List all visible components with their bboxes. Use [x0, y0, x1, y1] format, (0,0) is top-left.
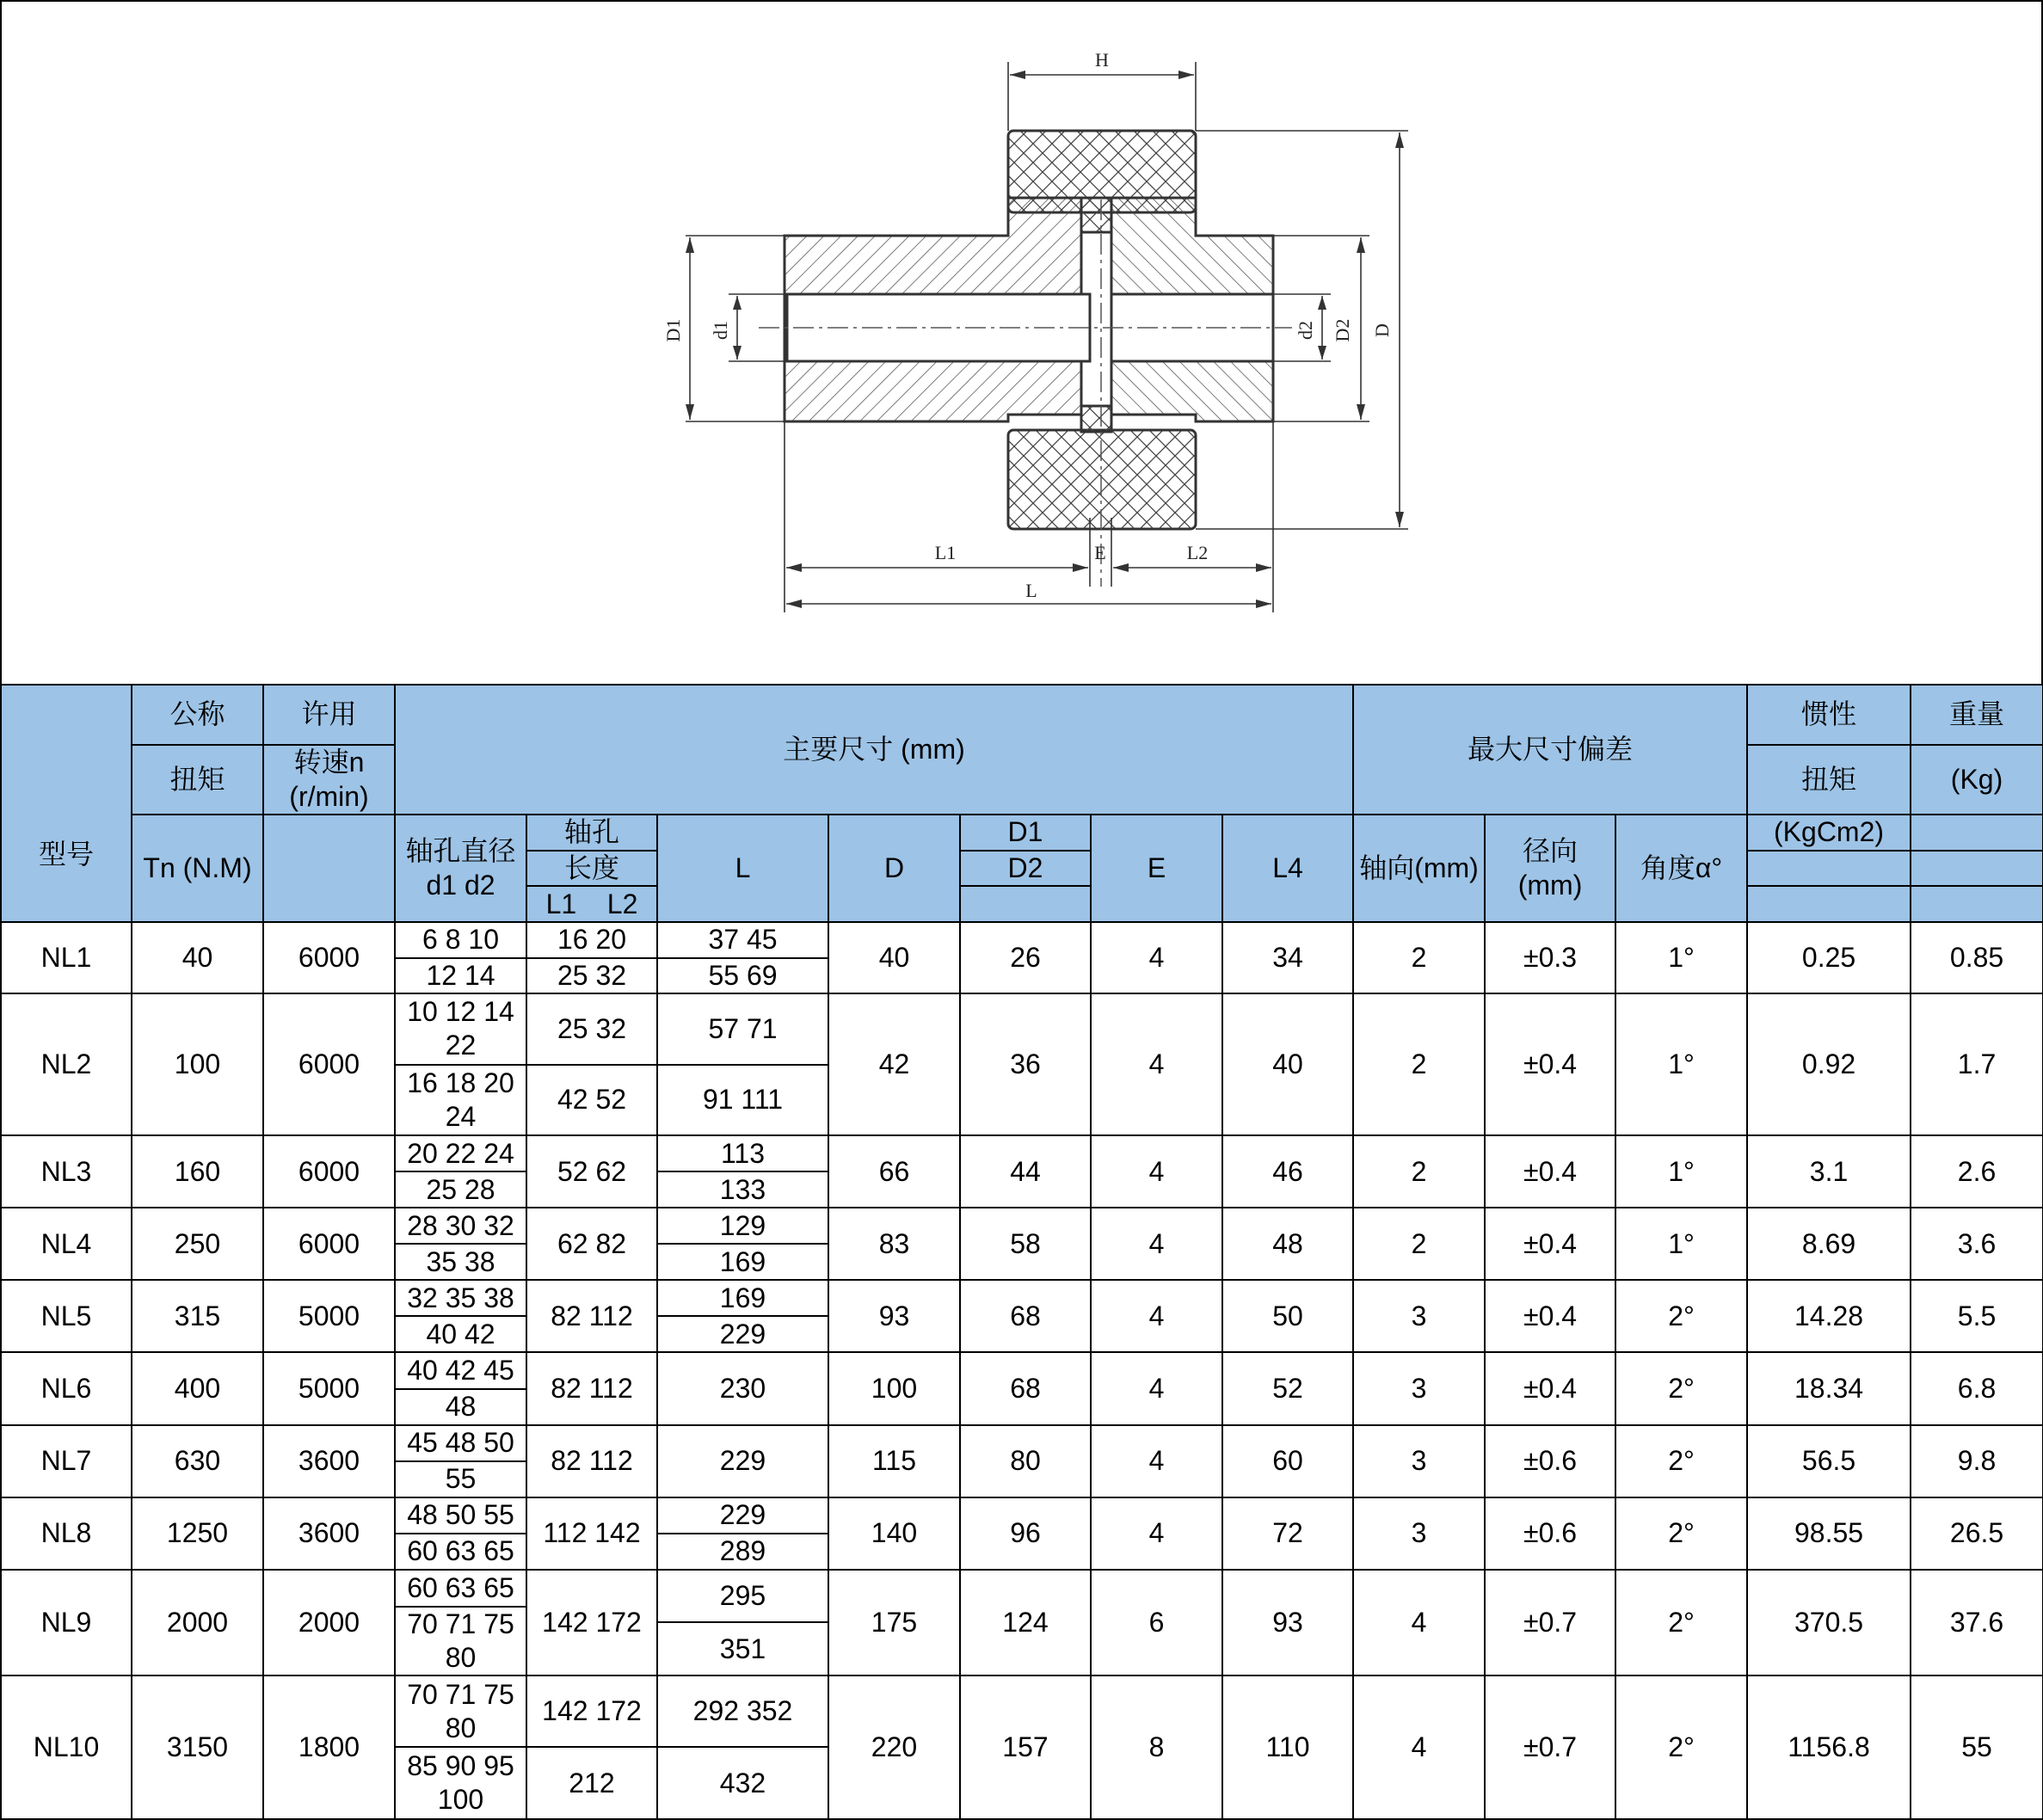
- header-E: E: [1091, 815, 1222, 922]
- cell-axial: 2: [1353, 922, 1485, 993]
- cell-weight: 26.5: [1911, 1497, 2043, 1570]
- cell-D: 93: [828, 1280, 960, 1352]
- header-axial: 轴向(mm): [1353, 815, 1485, 922]
- cell-torque: 100: [132, 993, 263, 1135]
- header-max-dev: 最大尺寸偏差: [1353, 685, 1747, 815]
- cell-E: 8: [1091, 1676, 1222, 1819]
- cell-L4: 40: [1222, 993, 1353, 1135]
- cell-inertia: 18.34: [1747, 1352, 1911, 1424]
- cell-angle: 1°: [1615, 922, 1747, 993]
- cell-D: 100: [828, 1352, 960, 1424]
- cell-model: NL9: [1, 1570, 132, 1676]
- cell-bore-len: 52 62: [526, 1135, 657, 1208]
- cell-D1: 26: [960, 922, 1091, 993]
- header-L: L: [657, 815, 828, 922]
- cell-D: 220: [828, 1676, 960, 1819]
- cell-bore: 70 71 75 80 85 90 95 100: [395, 1676, 526, 1819]
- cell-speed: 3600: [263, 1497, 395, 1570]
- dim-label-d1: d1: [710, 321, 731, 340]
- cell-bore: 32 35 38 40 42: [395, 1280, 526, 1352]
- cell-radial: ±0.4: [1485, 1352, 1615, 1424]
- cell-L4: 52: [1222, 1352, 1353, 1424]
- cell-L: 37 45 55 69: [657, 922, 828, 993]
- cell-L: 113 133: [657, 1135, 828, 1208]
- cell-D1: 36: [960, 993, 1091, 1135]
- cell-torque: 160: [132, 1135, 263, 1208]
- coupling-cross-section: [2, 2, 2043, 686]
- cell-axial: 2: [1353, 1208, 1485, 1280]
- header-angle: 角度α°: [1615, 815, 1747, 922]
- cell-inertia: 1156.8: [1747, 1676, 1911, 1819]
- cell-torque: 630: [132, 1425, 263, 1497]
- cell-bore-len: 62 82: [526, 1208, 657, 1280]
- cell-radial: ±0.4: [1485, 1280, 1615, 1352]
- cell-weight: 55: [1911, 1676, 2043, 1819]
- table-row: [1, 1570, 2043, 1676]
- cell-inertia: 14.28: [1747, 1280, 1911, 1352]
- cell-bore-len: 142 172 212: [526, 1676, 657, 1819]
- header-torque-unit: Tn (N.M): [132, 815, 263, 922]
- cell-weight: 2.6: [1911, 1135, 2043, 1208]
- cell-bore: 48 50 55 60 63 65: [395, 1497, 526, 1570]
- cell-inertia: 0.25: [1747, 922, 1911, 993]
- header-L4: L4: [1222, 815, 1353, 922]
- cell-bore: 28 30 32 35 38: [395, 1208, 526, 1280]
- header-inertia-unit: (KgCm2): [1747, 815, 1911, 922]
- cell-model: NL3: [1, 1135, 132, 1208]
- coupling-drawing: [0, 0, 2043, 684]
- cell-L: 229 289: [657, 1497, 828, 1570]
- cell-L: 169 229: [657, 1280, 828, 1352]
- cell-E: 4: [1091, 1280, 1222, 1352]
- cell-L: 57 71 91 111: [657, 993, 828, 1135]
- table-row: [1, 1497, 2043, 1570]
- cell-angle: 1°: [1615, 1135, 1747, 1208]
- cell-bore: 40 42 45 48: [395, 1352, 526, 1424]
- dim-label-L2: L2: [1186, 542, 1209, 563]
- header-weight-unit: (Kg): [1911, 745, 2043, 815]
- header-weight-blank: [1911, 815, 2043, 922]
- cell-D: 83: [828, 1208, 960, 1280]
- cell-inertia: 56.5: [1747, 1425, 1911, 1497]
- cell-L: 230: [657, 1352, 828, 1424]
- cell-D1: 44: [960, 1135, 1091, 1208]
- cell-L4: 50: [1222, 1280, 1353, 1352]
- cell-radial: ±0.4: [1485, 1135, 1615, 1208]
- cell-weight: 3.6: [1911, 1208, 2043, 1280]
- cell-speed: 1800: [263, 1676, 395, 1819]
- cell-E: 4: [1091, 1497, 1222, 1570]
- cell-weight: 0.85: [1911, 922, 2043, 993]
- header-torque-top: 公称: [132, 685, 263, 745]
- cell-angle: 1°: [1615, 1208, 1747, 1280]
- cell-axial: 3: [1353, 1352, 1485, 1424]
- cell-D1: 157: [960, 1676, 1091, 1819]
- cell-speed: 5000: [263, 1280, 395, 1352]
- cell-axial: 2: [1353, 1135, 1485, 1208]
- cell-model: NL7: [1, 1425, 132, 1497]
- cell-speed: 3600: [263, 1425, 395, 1497]
- cell-axial: 3: [1353, 1497, 1485, 1570]
- cell-D: 175: [828, 1570, 960, 1676]
- cell-model: NL2: [1, 993, 132, 1135]
- dim-label-D: D: [1371, 323, 1393, 337]
- cell-inertia: 0.92: [1747, 993, 1911, 1135]
- cell-angle: 2°: [1615, 1280, 1747, 1352]
- header-inertia-mid: 扭矩: [1747, 745, 1911, 815]
- cell-weight: 5.5: [1911, 1280, 2043, 1352]
- table-row: [1, 1425, 2043, 1497]
- cell-torque: 400: [132, 1352, 263, 1424]
- cell-L4: 34: [1222, 922, 1353, 993]
- cell-inertia: 8.69: [1747, 1208, 1911, 1280]
- cell-D: 42: [828, 993, 960, 1135]
- cell-L4: 46: [1222, 1135, 1353, 1208]
- cell-speed: 6000: [263, 1208, 395, 1280]
- cell-angle: 2°: [1615, 1570, 1747, 1676]
- cell-bore: 20 22 24 25 28: [395, 1135, 526, 1208]
- cell-L: 292 352 432: [657, 1676, 828, 1819]
- cell-bore-len: 82 112: [526, 1280, 657, 1352]
- cell-model: NL10: [1, 1676, 132, 1819]
- dim-label-E: E: [1094, 542, 1106, 563]
- cell-L: 229: [657, 1425, 828, 1497]
- cell-model: NL8: [1, 1497, 132, 1570]
- cell-angle: 2°: [1615, 1497, 1747, 1570]
- cell-speed: 6000: [263, 1135, 395, 1208]
- cell-L: 129 169: [657, 1208, 828, 1280]
- cell-angle: 2°: [1615, 1425, 1747, 1497]
- table-row: [1, 922, 2043, 993]
- table-row: [1, 1135, 2043, 1208]
- dim-label-D2: D2: [1332, 318, 1353, 342]
- dim-label-H: H: [1095, 49, 1109, 71]
- cell-speed: 6000: [263, 922, 395, 993]
- cell-torque: 1250: [132, 1497, 263, 1570]
- cell-E: 4: [1091, 1208, 1222, 1280]
- header-D: D: [828, 815, 960, 922]
- cell-model: NL6: [1, 1352, 132, 1424]
- cell-bore-len: 16 20 25 32: [526, 922, 657, 993]
- dim-label-L1: L1: [934, 542, 957, 563]
- cell-axial: 2: [1353, 993, 1485, 1135]
- cell-bore: 45 48 50 55: [395, 1425, 526, 1497]
- cell-model: NL1: [1, 922, 132, 993]
- cell-radial: ±0.6: [1485, 1425, 1615, 1497]
- cell-torque: 3150: [132, 1676, 263, 1819]
- cell-axial: 4: [1353, 1570, 1485, 1676]
- cell-model: NL5: [1, 1280, 132, 1352]
- cell-weight: 1.7: [1911, 993, 2043, 1135]
- cell-radial: ±0.6: [1485, 1497, 1615, 1570]
- cell-D1: 96: [960, 1497, 1091, 1570]
- cell-E: 4: [1091, 922, 1222, 993]
- table-row: [1, 1352, 2043, 1424]
- table-row: [1, 993, 2043, 1135]
- cell-axial: 3: [1353, 1280, 1485, 1352]
- table-row: [1, 1208, 2043, 1280]
- cell-radial: ±0.4: [1485, 1208, 1615, 1280]
- cell-E: 4: [1091, 1425, 1222, 1497]
- dim-label-L: L: [1025, 580, 1037, 601]
- spec-body: [1, 922, 2043, 1819]
- dim-label-D1: D1: [662, 318, 684, 342]
- cell-speed: 5000: [263, 1352, 395, 1424]
- cell-bore: 10 12 14 22 16 18 20 24: [395, 993, 526, 1135]
- cell-torque: 2000: [132, 1570, 263, 1676]
- cell-L: 295 351: [657, 1570, 828, 1676]
- cell-bore-len: 142 172: [526, 1570, 657, 1676]
- cell-radial: ±0.3: [1485, 922, 1615, 993]
- cell-E: 6: [1091, 1570, 1222, 1676]
- header-speed-mid: 转速n (r/min): [263, 745, 395, 815]
- cell-bore-len: 82 112: [526, 1352, 657, 1424]
- cell-torque: 250: [132, 1208, 263, 1280]
- cell-inertia: 3.1: [1747, 1135, 1911, 1208]
- cell-bore-len: 82 112: [526, 1425, 657, 1497]
- cell-radial: ±0.7: [1485, 1676, 1615, 1819]
- header-speed-top: 许用: [263, 685, 395, 745]
- cell-torque: 40: [132, 922, 263, 993]
- cell-speed: 2000: [263, 1570, 395, 1676]
- cell-radial: ±0.4: [1485, 993, 1615, 1135]
- header-main-dims: 主要尺寸 (mm): [395, 685, 1353, 815]
- cell-model: NL4: [1, 1208, 132, 1280]
- cell-angle: 2°: [1615, 1676, 1747, 1819]
- cell-weight: 6.8: [1911, 1352, 2043, 1424]
- cell-radial: ±0.7: [1485, 1570, 1615, 1676]
- cell-bore: 6 8 10 12 14: [395, 922, 526, 993]
- cell-torque: 315: [132, 1280, 263, 1352]
- cell-E: 4: [1091, 1135, 1222, 1208]
- cell-D1: 58: [960, 1208, 1091, 1280]
- header-model: 型号: [1, 685, 132, 922]
- cell-E: 4: [1091, 1352, 1222, 1424]
- cell-bore: 60 63 65 70 71 75 80: [395, 1570, 526, 1676]
- cell-D1: 124: [960, 1570, 1091, 1676]
- cell-E: 4: [1091, 993, 1222, 1135]
- cell-speed: 6000: [263, 993, 395, 1135]
- cell-L4: 48: [1222, 1208, 1353, 1280]
- cell-L4: 93: [1222, 1570, 1353, 1676]
- dim-label-d2: d2: [1295, 321, 1316, 340]
- cell-D: 140: [828, 1497, 960, 1570]
- cell-axial: 3: [1353, 1425, 1485, 1497]
- cell-L4: 72: [1222, 1497, 1353, 1570]
- cell-D: 40: [828, 922, 960, 993]
- cell-inertia: 98.55: [1747, 1497, 1911, 1570]
- spec-table: [0, 684, 2043, 1820]
- cell-D1: 80: [960, 1425, 1091, 1497]
- header-bore-len: 轴孔 长度 L1 L2: [526, 815, 657, 922]
- header-torque-mid: 扭矩: [132, 745, 263, 815]
- cell-angle: 2°: [1615, 1352, 1747, 1424]
- cell-D1: 68: [960, 1280, 1091, 1352]
- cell-L4: 60: [1222, 1425, 1353, 1497]
- cell-axial: 4: [1353, 1676, 1485, 1819]
- cell-inertia: 370.5: [1747, 1570, 1911, 1676]
- header-bore: 轴孔直径 d1 d2: [395, 815, 526, 922]
- header-inertia-top: 惯性: [1747, 685, 1911, 745]
- table-row: [1, 1280, 2043, 1352]
- cell-weight: 9.8: [1911, 1425, 2043, 1497]
- cell-D1: 68: [960, 1352, 1091, 1424]
- cell-bore-len: 25 32 42 52: [526, 993, 657, 1135]
- cell-D: 115: [828, 1425, 960, 1497]
- cell-D: 66: [828, 1135, 960, 1208]
- header-speed-empty: [263, 815, 395, 922]
- header-weight-top: 重量: [1911, 685, 2043, 745]
- cell-angle: 1°: [1615, 993, 1747, 1135]
- cell-L4: 110: [1222, 1676, 1353, 1819]
- header-radial: 径向 (mm): [1485, 815, 1615, 922]
- header-D1-D2: D1 D2: [960, 815, 1091, 922]
- table-row: [1, 1676, 2043, 1819]
- cell-weight: 37.6: [1911, 1570, 2043, 1676]
- cell-bore-len: 112 142: [526, 1497, 657, 1570]
